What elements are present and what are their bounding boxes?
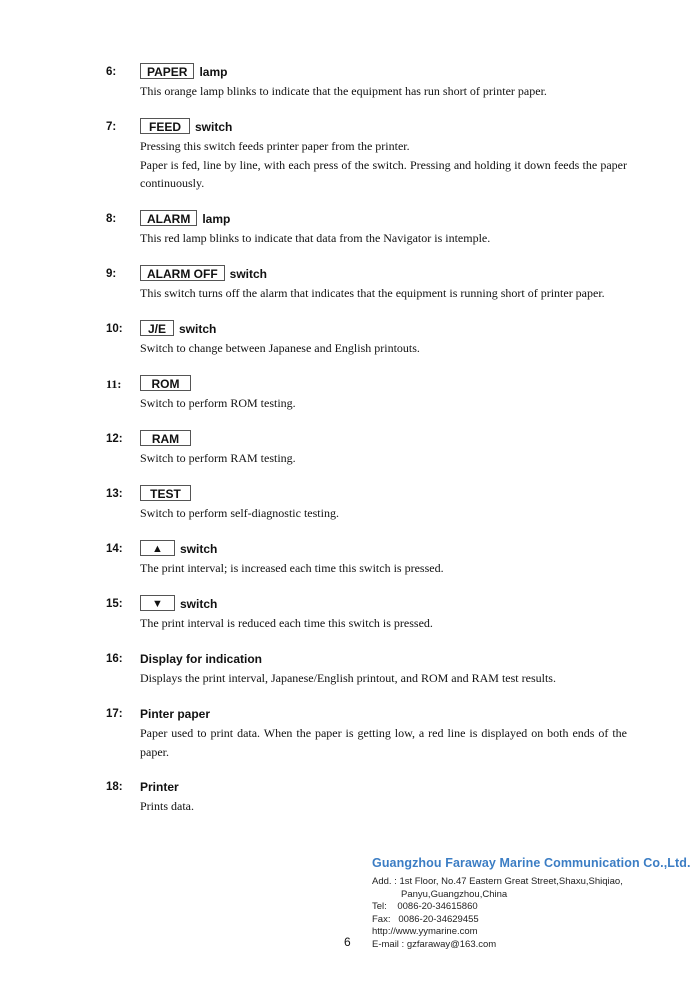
item-suffix: lamp xyxy=(202,212,231,226)
item-title: Display for indication xyxy=(140,652,263,666)
up-triangle-icon: ▲ xyxy=(140,540,175,556)
item-description xyxy=(140,614,627,633)
item-heading xyxy=(140,320,216,338)
item-number: 18: xyxy=(106,781,123,793)
key-label-box: ALARM OFF xyxy=(140,265,225,281)
company-contact xyxy=(372,876,692,952)
item-description xyxy=(140,504,627,523)
item-description xyxy=(140,449,627,468)
address-line: Add. : 1st Floor, No.47 Eastern Great Street,Shaxu,Shiqiao, xyxy=(372,876,623,887)
item-number: 14: xyxy=(106,543,123,555)
key-label-box: RAM xyxy=(140,430,191,446)
item-number: 17: xyxy=(106,708,123,720)
item-heading xyxy=(140,63,227,81)
item-suffix: switch xyxy=(180,542,218,556)
item-description xyxy=(140,559,627,578)
item-heading xyxy=(140,265,267,283)
item-number: 15: xyxy=(106,598,123,610)
item-suffix: switch xyxy=(195,120,233,134)
item-heading xyxy=(140,430,196,448)
item-description xyxy=(140,339,627,358)
description-line: Paper is fed, line by line, with each press of the switch. Pressing and holding it down feeds the paper continuously. xyxy=(140,157,627,190)
item-suffix: switch xyxy=(179,322,217,336)
item-number: 10: xyxy=(106,323,123,335)
company-footer xyxy=(372,856,692,952)
description-line: Switch to change between Japanese and English printouts. xyxy=(140,341,420,355)
description-line: This orange lamp blinks to indicate that the equipment has run short of printer paper. xyxy=(140,84,547,98)
address-line: Panyu,Guangzhou,China xyxy=(401,888,508,900)
key-label-box: J/E xyxy=(140,320,174,336)
description-line: Pressing this switch feeds printer paper from the printer. xyxy=(140,139,410,153)
item-heading xyxy=(140,540,217,558)
key-label-box: PAPER xyxy=(140,63,194,79)
item-heading xyxy=(140,375,196,393)
key-label-box: ALARM xyxy=(140,210,197,226)
description-line: Switch to perform self-diagnostic testing. xyxy=(140,506,339,520)
item-description xyxy=(140,394,627,413)
item-heading xyxy=(140,595,217,613)
item-heading xyxy=(140,118,232,136)
item-heading xyxy=(140,485,196,503)
description-line: Displays the print interval, Japanese/English printout, and ROM and RAM test results. xyxy=(140,671,556,685)
page-number: 6 xyxy=(344,935,351,949)
item-suffix: switch xyxy=(180,597,218,611)
website-link[interactable]: http://www.yymarine.com xyxy=(372,926,478,938)
key-label-box: TEST xyxy=(140,485,191,501)
item-description xyxy=(140,229,627,248)
description-line: Switch to perform ROM testing. xyxy=(140,396,296,410)
item-title: Printer xyxy=(140,780,179,794)
item-number: 6: xyxy=(106,66,117,78)
down-triangle-icon: ▼ xyxy=(140,595,175,611)
description-line: The print interval is reduced each time this switch is pressed. xyxy=(140,616,433,630)
item-number: 11: xyxy=(106,377,122,391)
item-number: 13: xyxy=(106,488,123,500)
email-line: E-mail : gzfaraway@163.com xyxy=(372,938,497,950)
item-number: 7: xyxy=(106,121,117,133)
fax-line: Fax: 0086-20-34629455 xyxy=(372,913,479,925)
item-title: Pinter paper xyxy=(140,707,211,721)
item-heading xyxy=(140,210,230,228)
item-description xyxy=(140,284,627,303)
item-description xyxy=(140,82,627,101)
description-line: The print interval; is increased each time this switch is pressed. xyxy=(140,561,444,575)
description-line: This switch turns off the alarm that indicates that the equipment is running short of printer paper. xyxy=(140,286,605,300)
tel-line: Tel: 0086-20-34615860 xyxy=(372,901,478,913)
key-label-box: FEED xyxy=(140,118,190,134)
item-suffix: switch xyxy=(229,267,267,281)
item-number: 8: xyxy=(106,213,117,225)
description-line: Switch to perform RAM testing. xyxy=(140,451,296,465)
item-description xyxy=(140,137,627,193)
item-description xyxy=(140,669,627,688)
company-name: Guangzhou Faraway Marine Communication Co.,Ltd. xyxy=(372,856,691,870)
description-line: Paper used to print data. When the paper is getting low, a red line is displayed on both ends of the paper. xyxy=(140,726,627,759)
item-suffix: lamp xyxy=(199,65,228,79)
key-label-box: ROM xyxy=(140,375,191,391)
item-description xyxy=(140,797,627,816)
item-number: 9: xyxy=(106,268,117,280)
item-number: 12: xyxy=(106,433,123,445)
description-line: Prints data. xyxy=(140,799,194,813)
item-number: 16: xyxy=(106,653,123,665)
description-line: This red lamp blinks to indicate that data from the Navigator is intemple. xyxy=(140,231,491,245)
item-description xyxy=(140,724,627,761)
